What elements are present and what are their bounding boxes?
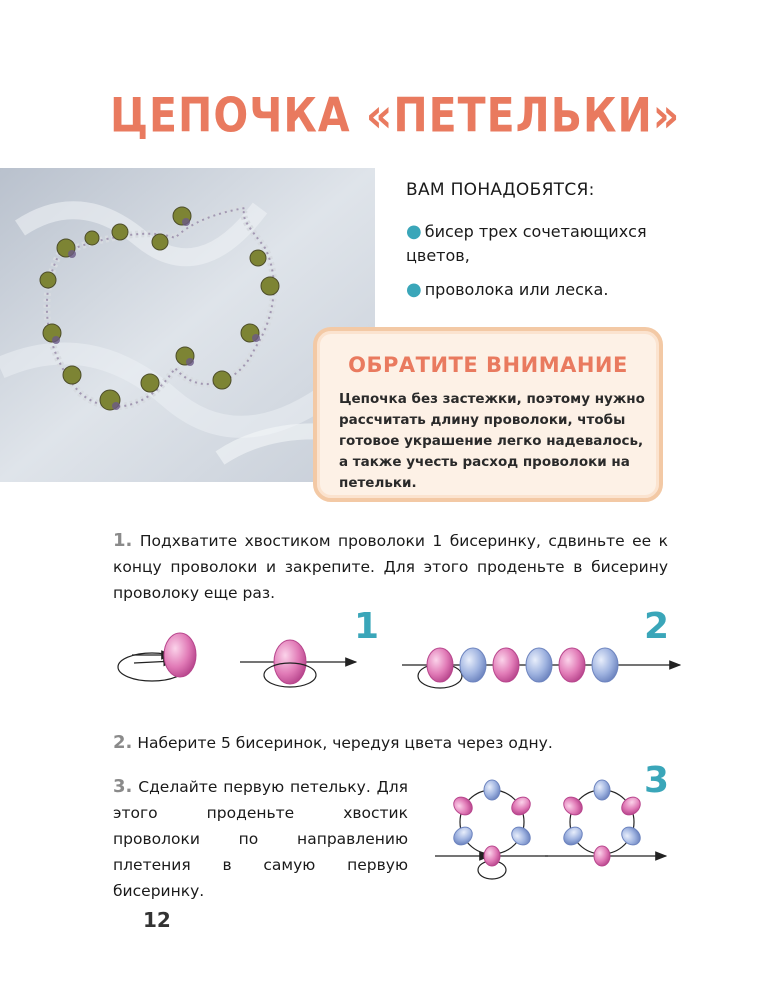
bullet-icon: ● [406,279,422,300]
step-text: Наберите 5 бисеринок, чередуя цвета через одну. [137,734,553,752]
step-number: 1. [113,530,133,551]
step-3 [113,774,408,904]
diagram-step-3 [430,770,670,885]
loop-diagram-a [435,780,548,879]
bead-pink [274,640,306,684]
bead-blue [460,648,486,682]
list-item: ● проволока или леска. [406,279,609,300]
bead-blue [526,648,552,682]
figure-label-3 [640,760,670,800]
materials-list [406,220,686,312]
figure-label-2 [640,606,670,646]
bead-pink [164,633,196,677]
step-text: Сделайте первую петельку. Для этого проденьте хвостик проволоки по направлению плетения в самую первую бисеринку. [113,778,408,900]
page-number: 12 [143,908,171,932]
svg-text:1: 1 [354,606,380,646]
bead-pink [493,648,519,682]
step-1 [113,528,668,606]
attention-note [313,327,663,502]
diagram-step-2 [400,640,685,690]
step-number: 3. [113,776,133,797]
page-title: ЦЕПОЧКА «ПЕТЕЛЬКИ» [110,88,681,144]
bead-pink [559,648,585,682]
figure-label-1 [350,606,380,646]
bead-blue [592,648,618,682]
materials-heading: ВАМ ПОНАДОБЯТСЯ: [406,180,595,200]
note-title: ОБРАТИТЕ ВНИМАНИЕ [348,353,628,377]
diagram-step-1 [110,605,360,690]
step-number: 2. [113,732,133,753]
note-text: Цепочка без застежки, поэтому нужно рассчитать длину проволоки, чтобы готовое украшение легко надевалось, а также учесть расход проволоки на петельки. [339,391,645,491]
step-text: Подхватите хвостиком проволоки 1 бисеринку, сдвиньте ее к концу проволоки и закрепите. Для этого проденьте в бисерину проволоку еще раз. [113,532,668,602]
bead-pink [427,648,453,682]
list-item: ● бисер трех сочетающихся цветов, [406,221,647,265]
bullet-icon: ● [406,221,422,242]
svg-text:3: 3 [644,760,670,800]
svg-text:2: 2 [644,606,670,646]
step-2 [113,730,668,756]
